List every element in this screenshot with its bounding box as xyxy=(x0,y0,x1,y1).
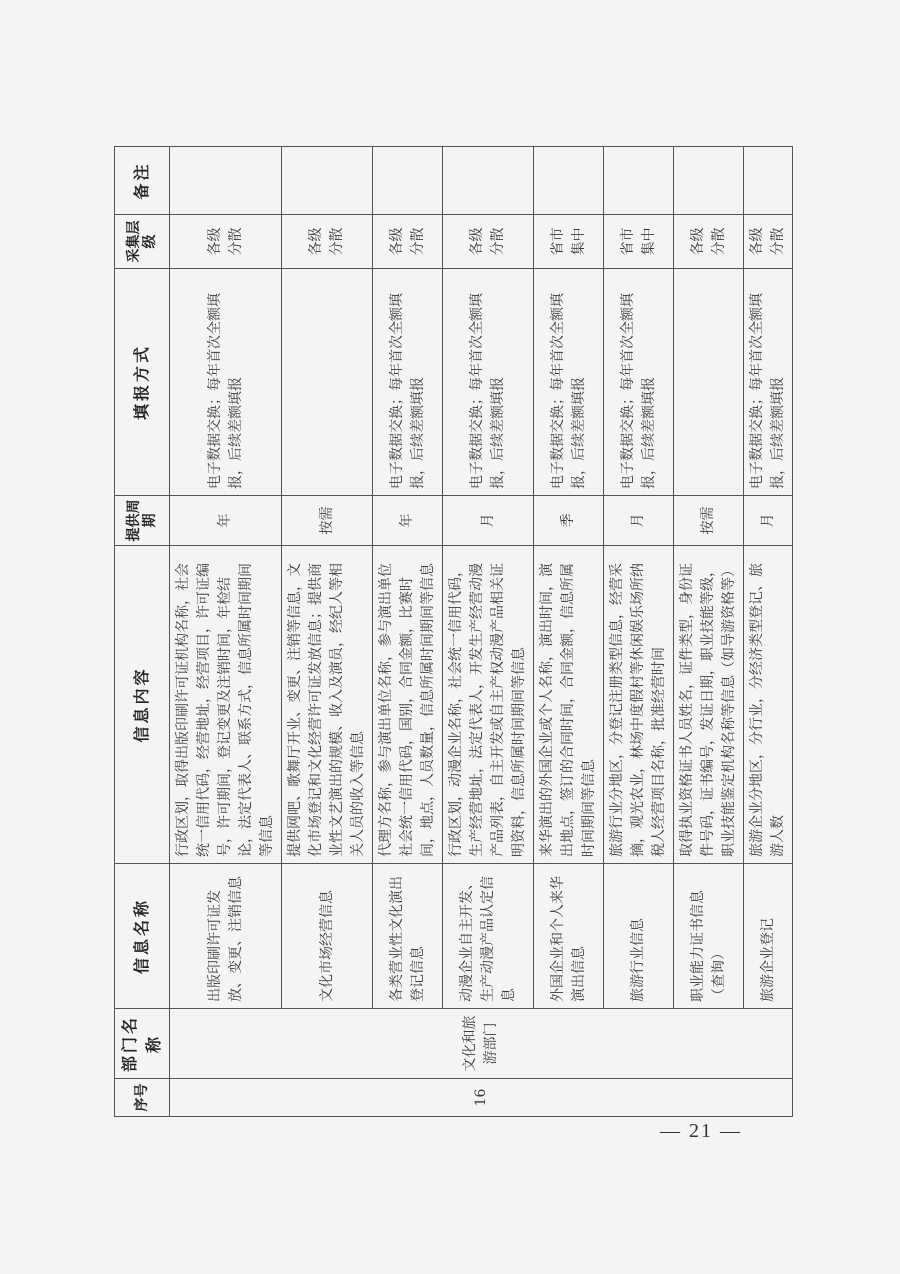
note-cell xyxy=(170,147,282,215)
table-row xyxy=(282,147,373,1117)
info-name-cell: 出版印刷许可证发放、变更、注销信息 xyxy=(170,864,282,1009)
info-table xyxy=(114,146,793,1117)
info-content-cell: 代理方名称，参与演出单位名称，参与演出单位社会统一信用代码，国别，合同金额，比赛时间，地点，人员数量，信息所属时间期间等信息 xyxy=(373,546,443,864)
period-cell: 月 xyxy=(744,496,793,546)
info-content-cell: 来华演出的外国企业或个人名称，演出时间，演出地点，签订的合同时间，合同金额，信息所属时间期间等信息 xyxy=(534,546,604,864)
period-cell: 月 xyxy=(604,496,674,546)
rotated-table-frame xyxy=(114,147,786,1117)
method-cell: 电子数据交换；每年首次全额填报，后续差额填报 xyxy=(443,269,534,496)
period-cell: 按需 xyxy=(674,496,744,546)
table-row xyxy=(744,147,793,1117)
seq-cell: 16 xyxy=(170,1079,793,1117)
header-level: 采集层级 xyxy=(115,215,170,269)
method-cell: 电子数据交换；每年首次全额填报，后续差额填报 xyxy=(170,269,282,496)
method-cell xyxy=(282,269,373,496)
info-name-cell: 各类营业性文化演出登记信息 xyxy=(373,864,443,1009)
level-cell: 各级分散 xyxy=(744,215,793,269)
table-row xyxy=(170,147,282,1117)
info-name-cell: 动漫企业自主开发、生产动漫产品认定信息 xyxy=(443,864,534,1009)
table-row xyxy=(534,147,604,1117)
level-cell: 各级分散 xyxy=(443,215,534,269)
method-cell: 电子数据交换；每年首次全额填报，后续差额填报 xyxy=(373,269,443,496)
note-cell xyxy=(443,147,534,215)
info-name-cell: 文化市场经营信息 xyxy=(282,864,373,1009)
period-cell: 年 xyxy=(170,496,282,546)
method-cell: 电子数据交换；每年首次全额填报，后续差额填报 xyxy=(744,269,793,496)
note-cell xyxy=(282,147,373,215)
level-cell: 省市集中 xyxy=(534,215,604,269)
header-name: 信息名称 xyxy=(115,864,170,1009)
info-name-cell: 旅游行业信息 xyxy=(604,864,674,1009)
level-cell: 各级分散 xyxy=(282,215,373,269)
table-header-row xyxy=(115,147,170,1117)
info-name-cell: 外国企业和个人来华演出信息 xyxy=(534,864,604,1009)
period-cell: 季 xyxy=(534,496,604,546)
page-number: — 21 — xyxy=(660,1120,742,1142)
period-cell: 按需 xyxy=(282,496,373,546)
level-cell: 省市集中 xyxy=(604,215,674,269)
table-row xyxy=(373,147,443,1117)
note-cell xyxy=(604,147,674,215)
header-period: 提供周期 xyxy=(115,496,170,546)
table-row xyxy=(443,147,534,1117)
header-dept: 部门名称 xyxy=(115,1009,170,1079)
level-cell: 各级分散 xyxy=(170,215,282,269)
method-cell xyxy=(674,269,744,496)
info-content-cell: 提供网吧、歌舞厅开业、变更、注销等信息，文化市场登记和文化经营许可证发放信息；提供商业性文艺演出的规模、收入及演员，经纪人等相关人员的收入等信息 xyxy=(282,546,373,864)
info-name-cell: 职业能力证书信息（查询） xyxy=(674,864,744,1009)
header-note: 备注 xyxy=(115,147,170,215)
header-content: 信息内容 xyxy=(115,546,170,864)
level-cell: 各级分散 xyxy=(674,215,744,269)
info-content-cell: 旅游企业分地区，分行业，分经济类型登记、旅游人数 xyxy=(744,546,793,864)
level-cell: 各级分散 xyxy=(373,215,443,269)
note-cell xyxy=(534,147,604,215)
header-seq: 序号 xyxy=(115,1079,170,1117)
note-cell xyxy=(744,147,793,215)
header-method: 填报方式 xyxy=(115,269,170,496)
info-content-cell: 行政区划，动漫企业名称，社会统一信用代码，生产经营地址，法定代表人，开发生产经营动漫产品列表，自主开发或自主产权动漫产品相关证明资料，信息所属时间期间等信息 xyxy=(443,546,534,864)
dept-cell: 文化和旅游部门 xyxy=(170,1009,793,1079)
note-cell xyxy=(674,147,744,215)
method-cell: 电子数据交换；每年首次全额填报，后续差额填报 xyxy=(604,269,674,496)
info-content-cell: 旅游行业分地区，分登记注册类型信息，经营采摘，观光农业，林场中度假村等休闲娱乐场所纳税人经营项目名称，批准经营时间 xyxy=(604,546,674,864)
info-name-cell: 旅游企业登记 xyxy=(744,864,793,1009)
note-cell xyxy=(373,147,443,215)
table-row xyxy=(604,147,674,1117)
period-cell: 月 xyxy=(443,496,534,546)
method-cell: 电子数据交换；每年首次全额填报，后续差额填报 xyxy=(534,269,604,496)
info-content-cell: 行政区划，取得出版印刷许可证机构名称，社会统一信用代码，经营地址，经营项目，许可证编号，许可期间，登记变更及注销时间，年检结论，法定代表人、联系方式，信息所属时间期间等信息 xyxy=(170,546,282,864)
period-cell: 年 xyxy=(373,496,443,546)
rotated-table-inner xyxy=(114,147,786,1117)
table-row xyxy=(674,147,744,1117)
info-content-cell: 取得执业资格证书人员姓名，证件类型，身份证件号码，证书编号，发证日期，职业技能等级，职业技能鉴定机构名称等信息（如导游资格等） xyxy=(674,546,744,864)
